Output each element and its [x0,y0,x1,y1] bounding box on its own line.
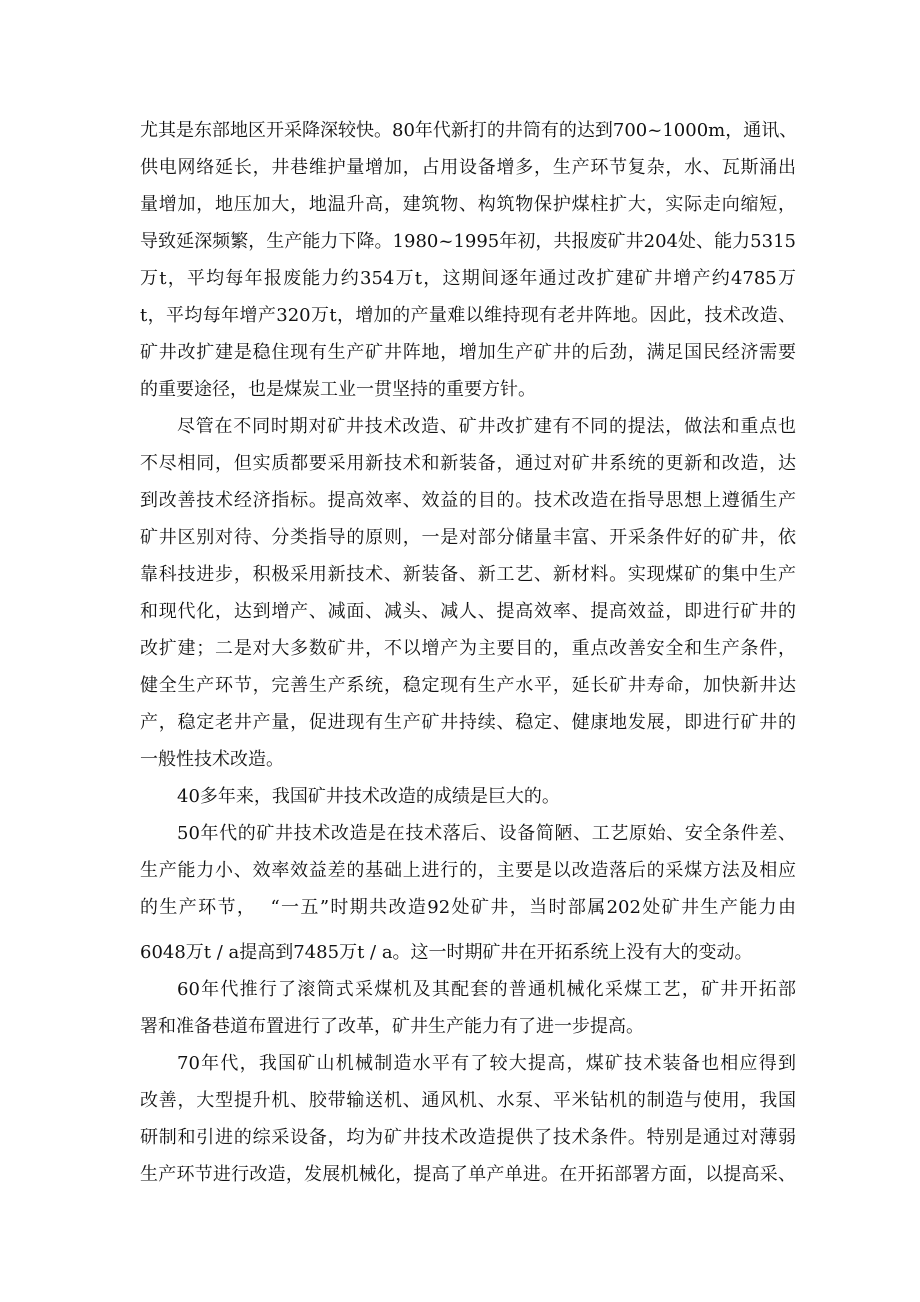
text-line: 万t，平均每年报废能力约354万t，这期间逐年通过改扩建矿井增产约4785万 [140,268,796,289]
text-line: 到改善技术经济指标。提高效率、效益的目的。技术改造在指导思想上遵循生产 [140,490,796,511]
text-line: 改善，大型提升机、胶带输送机、通风机、水泵、平米钻机的制造与使用，我国 [140,1090,796,1111]
text-line: 署和准备巷道布置进行了改革，矿井生产能力有了进一步提高。 [140,1016,644,1037]
text-line: 产，稳定老井产量，促进现有生产矿井持续、稳定、健康地发展，即进行矿井的 [140,712,796,733]
text-line: 40多年来，我国矿井技术改造的成绩是巨大的。 [177,786,560,807]
text-line: 靠科技进步，积极采用新技术、新装备、新工艺、新材料。实现煤矿的集中生产 [140,564,796,585]
text-line: 改扩建；二是对大多数矿井，不以增产为主要目的，重点改善安全和生产条件， [140,638,796,659]
text-line: 研制和引进的综采设备，均为矿井技术改造提供了技术条件。特别是通过对薄弱 [140,1127,796,1148]
text-line: 50年代的矿井技术改造是在技术落后、设备简陋、工艺原始、安全条件差、 [177,823,796,844]
text-line: 生产能力小、效率效益差的基础上进行的，主要是以改造落后的采煤方法及相应 [140,860,796,881]
text-line: 的重要途径，也是煤炭工业一贯坚持的重要方针。 [140,379,536,400]
text-line: 不尽相同，但实质都要采用新技术和新装备，通过对矿井系统的更新和改造，达 [140,453,796,474]
text-line: 一般性技术改造。 [140,749,284,770]
text-line: 矿井改扩建是稳住现有生产矿井阵地，增加生产矿井的后劲，满足国民经济需要 [140,342,796,363]
text-line: 的生产环节， “一五”时期共改造92处矿井，当时部属202处矿井生产能力由 [140,897,796,918]
text-line: 矿井区别对待、分类指导的原则，一是对部分储量丰富、开采条件好的矿井，依 [140,527,796,548]
text-line: 生产环节进行改造，发展机械化，提高了单产单进。在开拓部署方面，以提高采、 [140,1164,796,1185]
text-line: t，平均每年增产320万t，增加的产量难以维持现有老井阵地。因此，技术改造、 [140,305,796,326]
text-line: 和现代化，达到增产、减面、减头、减人、提高效率、提高效益，即进行矿井的 [140,601,796,622]
text-line: 70年代，我国矿山机械制造水平有了较大提高，煤矿技术装备也相应得到 [177,1053,796,1074]
text-line: 健全生产环节，完善生产系统，稳定现有生产水平，延长矿井寿命，加快新井达 [140,675,796,696]
text-line: 尤其是东部地区开采降深较快。80年代新打的井筒有的达到700~1000m，通讯、 [140,120,798,141]
text-line: 导致延深频繁，生产能力下降。1980~1995年初，共报废矿井204处、能力5315 [140,231,796,252]
text-line: 供电网络延长，井巷维护量增加，占用设备增多，生产环节复杂，水、瓦斯涌出 [140,157,796,178]
text-line: 60年代推行了滚筒式采煤机及其配套的普通机械化采煤工艺，矿井开拓部 [177,979,796,1000]
text-line: 尽管在不同时期对矿井技术改造、矿井改扩建有不同的提法，做法和重点也 [177,416,796,437]
text-line: 量增加，地压加大，地温升高，建筑物、构筑物保护煤柱扩大，实际走向缩短， [140,194,796,215]
text-line: 6048万t / a提高到7485万t / a。这一时期矿井在开拓系统上没有大的变动。 [140,942,753,963]
document-body [140,112,796,1193]
